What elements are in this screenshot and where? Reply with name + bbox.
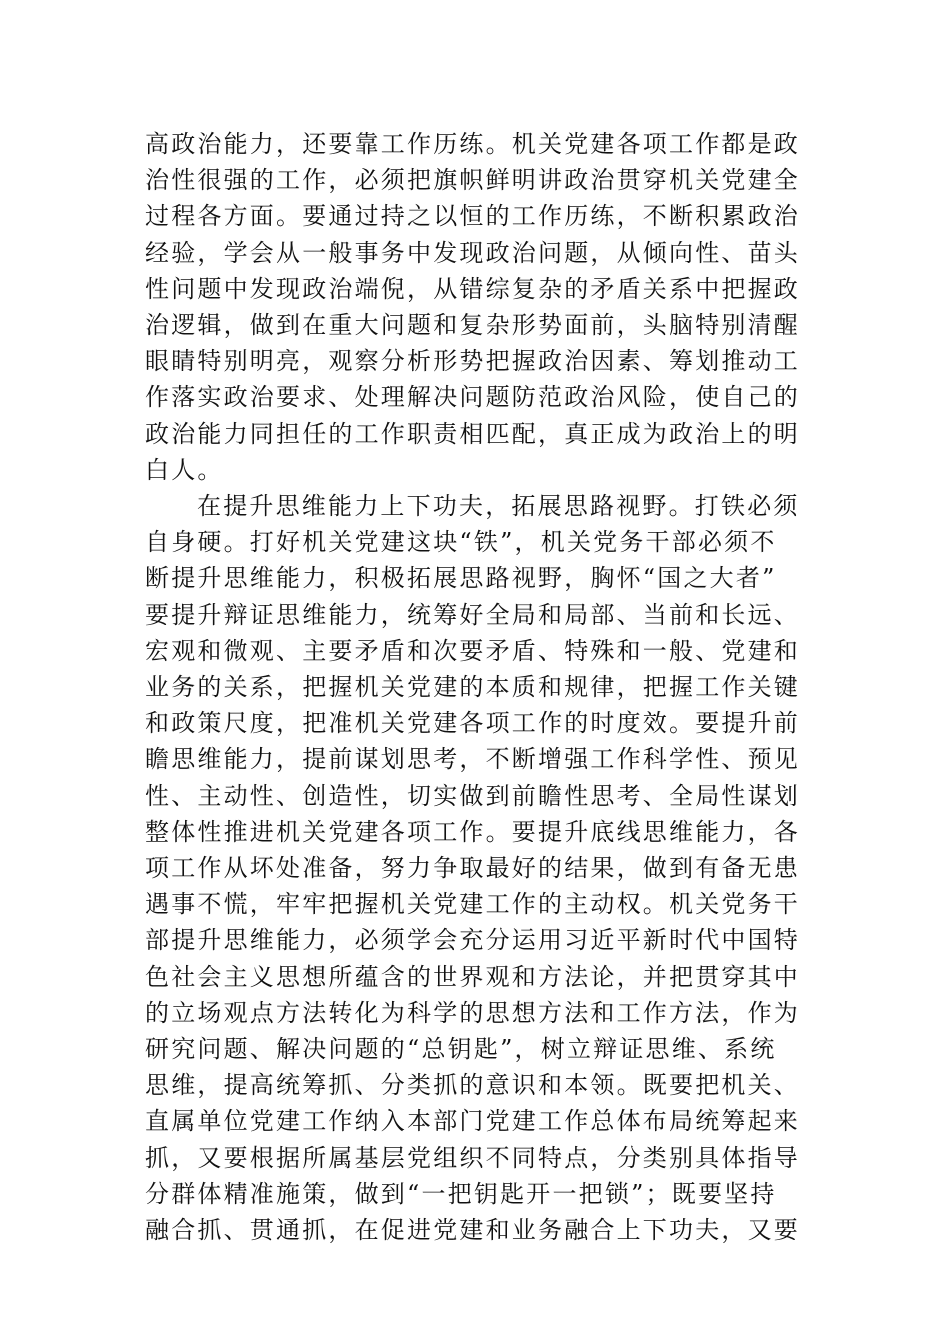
text-line: 断提升思维能力，积极拓展思路视野，胸怀“国之大者”: [145, 564, 777, 593]
text-line: 遇事不慌，牢牢把握机关党建工作的主动权。机关党务干: [145, 890, 800, 919]
text-line: 性问题中发现政治端倪，从错综复杂的矛盾关系中把握政: [145, 274, 800, 303]
text-line: 项工作从坏处准备，努力争取最好的结果，做到有备无患: [145, 854, 800, 883]
text-line: 的立场观点方法转化为科学的思想方法和工作方法，作为: [145, 998, 800, 1027]
text-line: 自身硬。打好机关党建这块“铁”，机关党务干部必须不: [145, 528, 777, 557]
text-line: 和政策尺度，把准机关党建各项工作的时度效。要提升前: [145, 709, 800, 738]
text-line: 治性很强的工作，必须把旗帜鲜明讲政治贯穿机关党建全: [145, 166, 800, 195]
text-line: 政治能力同担任的工作职责相匹配，真正成为政治上的明: [145, 419, 800, 448]
text-line: 思维，提高统筹抓、分类抓的意识和本领。既要把机关、: [145, 1071, 800, 1100]
text-line: 瞻思维能力，提前谋划思考，不断增强工作科学性、预见: [145, 745, 800, 774]
paragraph-thinking-ability: [145, 488, 806, 1248]
text-line: 业务的关系，把握机关党建的本质和规律，把握工作关键: [145, 673, 800, 702]
body-text: [145, 126, 806, 1248]
text-line: 分群体精准施策，做到“一把钥匙开一把锁”；既要坚持: [145, 1179, 777, 1208]
text-line: 部提升思维能力，必须学会充分运用习近平新时代中国特: [145, 926, 800, 955]
text-line: 经验，学会从一般事务中发现政治问题，从倾向性、苗头: [145, 238, 800, 267]
text-line: 性、主动性、创造性，切实做到前瞻性思考、全局性谋划: [145, 781, 800, 810]
paragraph-political-ability: [145, 126, 806, 488]
text-line: 高政治能力，还要靠工作历练。机关党建各项工作都是政: [145, 130, 800, 158]
text-line: 色社会主义思想所蕴含的世界观和方法论，并把贯穿其中: [145, 962, 800, 991]
text-line: 融合抓、贯通抓，在促进党建和业务融合上下功夫，又要: [145, 1216, 800, 1245]
text-line: 白人。: [145, 455, 224, 484]
text-line: 过程各方面。要通过持之以恒的工作历练，不断积累政治: [145, 202, 800, 231]
text-line: 抓，又要根据所属基层党组织不同特点，分类别具体指导: [145, 1143, 800, 1172]
text-line: 治逻辑，做到在重大问题和复杂形势面前，头脑特别清醒: [145, 311, 800, 340]
text-line: 宏观和微观、主要矛盾和次要矛盾、特殊和一般、党建和: [145, 636, 800, 665]
text-line: 要提升辩证思维能力，统筹好全局和局部、当前和长远、: [145, 600, 800, 629]
text-line: 眼睛特别明亮，观察分析形势把握政治因素、筹划推动工: [145, 347, 800, 376]
text-line: 作落实政治要求、处理解决问题防范政治风险，使自己的: [145, 383, 800, 412]
text-line: 在提升思维能力上下功夫，拓展思路视野。打铁必须: [197, 492, 800, 521]
text-line: 直属单位党建工作纳入本部门党建工作总体布局统筹起来: [145, 1107, 800, 1136]
text-line: 整体性推进机关党建各项工作。要提升底线思维能力，各: [145, 817, 800, 846]
text-line: 研究问题、解决问题的“总钥匙”，树立辩证思维、系统: [145, 1035, 777, 1064]
